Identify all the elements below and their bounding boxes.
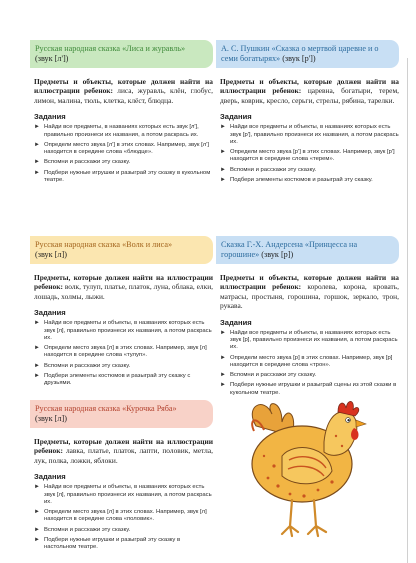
bullet-arrow-icon: ► xyxy=(220,149,226,156)
story-header xyxy=(216,40,399,68)
story-title: Русская народная сказка «Волк и лиса» xyxy=(35,240,173,249)
story-mertvaya-carevna xyxy=(216,40,399,187)
bullet-arrow-icon: ► xyxy=(34,373,40,379)
bullet-arrow-icon: ► xyxy=(34,320,40,327)
task-item xyxy=(34,373,213,388)
task-text: Подбери нужные игрушки и разыграй эту сказку в настольном театре. xyxy=(44,537,181,551)
task-list xyxy=(30,320,213,387)
task-item xyxy=(34,363,213,370)
task-item xyxy=(34,320,213,342)
objects-paragraph xyxy=(216,77,399,105)
task-text: Вспомни и расскажи эту сказку. xyxy=(44,362,131,369)
objects-lead: Предметы, которые должен найти на иллюстрации ребенок: xyxy=(34,273,213,292)
tasks-heading: Задания xyxy=(34,308,66,318)
bullet-arrow-icon: ► xyxy=(34,537,40,543)
story-sound: (звук [р]) xyxy=(261,250,294,259)
objects-lead: Предметы и объекты, которые должен найти на иллюстрации ребенок: xyxy=(220,77,399,96)
task-text: Вспомни и расскажи эту сказку. xyxy=(44,159,131,166)
bullet-arrow-icon: ► xyxy=(220,166,226,173)
bullet-arrow-icon: ► xyxy=(220,354,226,361)
story-title: А. С. Пушкин «Сказка о мертвой царевне и о семи богатырях» xyxy=(221,44,379,63)
task-text: Вспомни и расскажи эту сказку. xyxy=(44,526,131,533)
story-princessa-na-goroshine xyxy=(216,236,399,400)
task-text: Найди все предметы и объекты, в названиях которых есть звук [л], правильно произнеси их названия, а потом раскрась их. xyxy=(44,320,212,341)
objects-paragraph xyxy=(216,273,399,311)
task-text: Подбери нужные игрушки и разыграй сцены из этой сказки в кукольном театре. xyxy=(230,382,397,396)
task-item xyxy=(220,149,399,164)
task-text: Определи место звука [л'] в этих словах. Например, звук [л'] находится в середине слова «блюдце». xyxy=(44,141,209,156)
task-item xyxy=(34,124,213,139)
story-header xyxy=(216,236,399,264)
task-list xyxy=(30,484,213,551)
bullet-arrow-icon: ► xyxy=(34,159,40,166)
tasks-heading: Задания xyxy=(34,472,66,482)
objects-list: лиса, журавль, клён, глобус, лимон, малина, тюль, клетка, клёст, блюдца. xyxy=(34,86,214,105)
task-item xyxy=(34,159,213,166)
task-text: Определи место звука [л] в этих словах. Например, звук [л] находится в середине слова «половик». xyxy=(44,509,207,523)
task-item xyxy=(34,484,213,506)
objects-lead: Предметы и объекты, которые должен найти на иллюстрации ребенок: xyxy=(34,77,213,96)
bullet-arrow-icon: ► xyxy=(34,526,40,533)
bullet-arrow-icon: ► xyxy=(34,484,40,491)
task-text: Найди все предметы и объекты, в названиях которых есть звук [л], правильно произнеси их названия, а потом раскрась их. xyxy=(44,484,212,505)
task-text: Вспомни и расскажи эту сказку. xyxy=(230,372,317,379)
bullet-arrow-icon: ► xyxy=(34,362,40,369)
bullet-arrow-icon: ► xyxy=(220,124,226,131)
task-item xyxy=(34,142,213,157)
story-header xyxy=(30,40,213,68)
story-volk-i-lisa xyxy=(30,236,213,391)
task-text: Найди все предметы и объекты, в названиях которых есть звук [р'], правильно произнеси их названия, а потом раскрась их. xyxy=(230,124,399,145)
task-item xyxy=(220,124,399,146)
bullet-arrow-icon: ► xyxy=(220,382,226,389)
bullet-arrow-icon: ► xyxy=(34,169,40,176)
story-sound: (звук [л]) xyxy=(35,250,67,259)
task-list xyxy=(30,124,213,184)
tasks-heading: Задания xyxy=(220,317,252,327)
task-item xyxy=(220,167,399,174)
objects-list: волк, тулуп, платье, платок, луна, облака, елки, лошадь, холмы, лыжи. xyxy=(34,282,213,301)
bullet-arrow-icon: ► xyxy=(220,372,226,379)
bullet-arrow-icon: ► xyxy=(220,329,226,336)
story-header xyxy=(30,400,213,428)
objects-list: царевна, богатыри, терем, дверь, коврик, кресло, серьги, стрелы, рябина, тарелки. xyxy=(220,86,399,105)
task-item xyxy=(34,537,213,552)
bullet-arrow-icon: ► xyxy=(34,124,40,131)
task-item xyxy=(220,355,399,370)
task-text: Определи место звука [л] в этих словах. Например, звук [л] находится в середине слова «тулуп». xyxy=(44,345,207,359)
objects-paragraph xyxy=(30,77,213,105)
objects-list: королева, корона, кровать, матрасы, простыня, горошина, горшок, зеркало, трон, рукава. xyxy=(220,282,399,311)
tasks-heading: Задания xyxy=(34,112,66,122)
story-sound: (звук [р']) xyxy=(282,54,316,63)
task-item xyxy=(220,372,399,379)
objects-list: лавка, платье, платок, лапти, половик, метла, лук, полка, ложки, яблоки. xyxy=(34,446,213,465)
bullet-arrow-icon: ► xyxy=(34,509,40,516)
task-text: Подбери элементы костюмов и разыграй эту сказку. xyxy=(230,177,373,183)
story-sound: (звук [л']) xyxy=(35,54,69,63)
story-kurochka-ryaba xyxy=(30,400,213,555)
story-title: Русская народная сказка «Лиса и журавль» xyxy=(35,44,186,53)
task-text: Подбери элементы костюмов и разыграй эту сказку с друзьями. xyxy=(44,373,191,387)
tasks-heading: Задания xyxy=(220,112,252,122)
story-header xyxy=(30,236,213,264)
story-sound: (звук [л]) xyxy=(35,414,67,423)
task-list xyxy=(216,124,399,184)
bullet-arrow-icon: ► xyxy=(220,177,226,183)
task-item xyxy=(220,177,399,184)
story-lisa-i-zhuravl xyxy=(30,40,213,187)
task-item xyxy=(34,509,213,524)
objects-paragraph xyxy=(30,273,213,301)
objects-paragraph xyxy=(30,437,213,465)
bullet-arrow-icon: ► xyxy=(34,345,40,352)
task-text: Найди все предметы, в названиях которых есть звук [л'], правильно произнеси их названия, а потом раскрась их. xyxy=(44,124,199,138)
bullet-arrow-icon: ► xyxy=(34,141,40,148)
task-item xyxy=(220,330,399,352)
objects-lead: Предметы, которые должен найти на иллюстрации ребенок: xyxy=(34,437,213,456)
task-item xyxy=(34,527,213,534)
story-title: Сказка Г.-Х. Андерсена «Принцесса на горошине» xyxy=(221,240,358,259)
page-edge-line xyxy=(407,58,408,563)
task-text: Вспомни и расскажи эту сказку. xyxy=(230,166,317,173)
task-text: Подбери нужные игрушки и разыграй эту сказку в кукольном театре. xyxy=(44,169,211,183)
story-title: Русская народная сказка «Курочка Ряба» xyxy=(35,404,177,413)
objects-lead: Предметы и объекты, которые должен найти на иллюстрации ребенок: xyxy=(220,273,399,292)
hen-illustration xyxy=(234,386,374,546)
task-text: Найди все предметы и объекты, в названиях которых есть звук [р], правильно произнеси их названия, а потом раскрась их. xyxy=(230,329,398,351)
task-text: Определи место звука [р'] в этих словах. Например, звук [р'] находится в середине слова «терем». xyxy=(230,149,395,163)
task-text: Определи место звука [р] в этих словах. Например, звук [р] находится в середине слова «трон». xyxy=(230,354,393,368)
task-item xyxy=(34,170,213,185)
task-item xyxy=(34,345,213,360)
